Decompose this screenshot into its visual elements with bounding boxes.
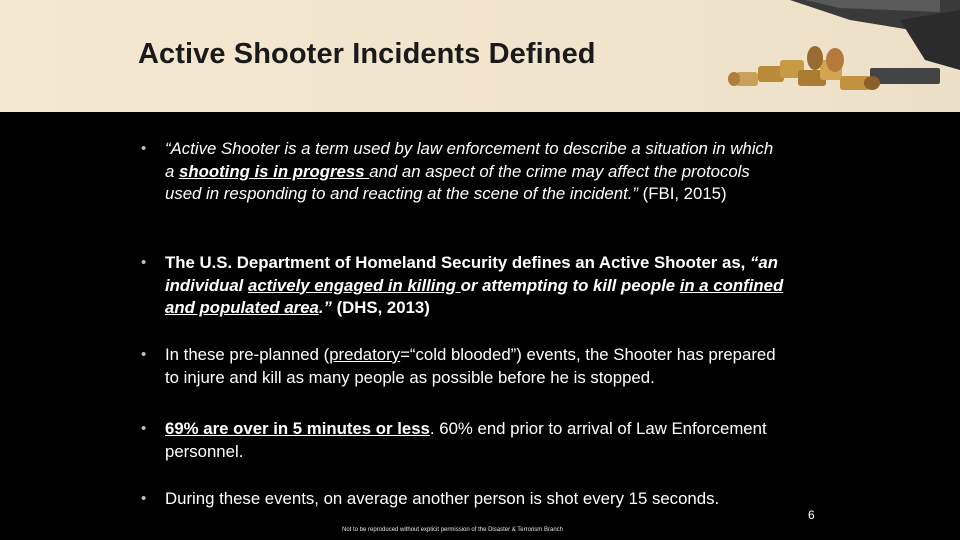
dhs-quote-emphasis-2: in a confined and populated area — [165, 275, 784, 317]
bullet-icon: • — [141, 140, 147, 157]
dhs-quote-3: .” — [318, 298, 332, 317]
preplanned-text-2: =“cold blooded”) events, the Shooter has prepared to injure and kill as many people as possible before he is stopped. — [165, 345, 776, 387]
ammunition-illustration-icon — [640, 0, 960, 112]
preplanned-text-1: In these pre-planned ( — [165, 345, 330, 364]
bullet-icon: • — [141, 254, 147, 271]
dhs-citation: (DHS, 2013) — [331, 298, 430, 317]
duration-emphasis: 69% are over in 5 minutes or less — [165, 419, 430, 438]
bullet-item-pre-planned — [135, 344, 785, 389]
dhs-quote-1: “an individual — [165, 253, 778, 295]
copyright-footer: Not to be reproduced without explicit permission of the Disaster & Terrorism Branch — [342, 527, 563, 533]
bullet-icon: • — [141, 490, 147, 507]
page-number: 6 — [808, 508, 815, 522]
frequency-text: During these events, on average another person is shot every 15 seconds. — [165, 489, 720, 508]
bullet-icon: • — [141, 420, 147, 437]
bullet-item-fbi-definition — [135, 138, 785, 206]
dhs-quote-emphasis-1: actively engaged in killing — [247, 275, 461, 295]
bullet-icon: • — [141, 346, 147, 363]
bullet-item-duration — [135, 418, 785, 463]
predatory-term: predatory — [329, 345, 401, 364]
fbi-quote-end: and an aspect of the crime may affect the protocols used in responding to and reacting at the scene of the incident.” — [165, 161, 750, 203]
fbi-quote-emphasis: shooting is in progress — [179, 161, 370, 181]
dhs-lead: The U.S. Department of Homeland Security defines an Active Shooter as, — [165, 253, 750, 272]
slide-title: Active Shooter Incidents Defined — [138, 38, 596, 70]
fbi-quote-start: “Active Shooter is a term used by law enforcement to describe a situation in which a — [165, 139, 774, 181]
duration-text: . 60% end prior to arrival of Law Enforcement personnel. — [165, 419, 767, 461]
dhs-quote-2: or attempting to kill people — [460, 275, 680, 295]
bullet-item-dhs-definition — [135, 252, 785, 320]
bullet-item-frequency — [135, 488, 785, 511]
title-banner — [0, 0, 960, 112]
fbi-citation: (FBI, 2015) — [638, 184, 727, 203]
